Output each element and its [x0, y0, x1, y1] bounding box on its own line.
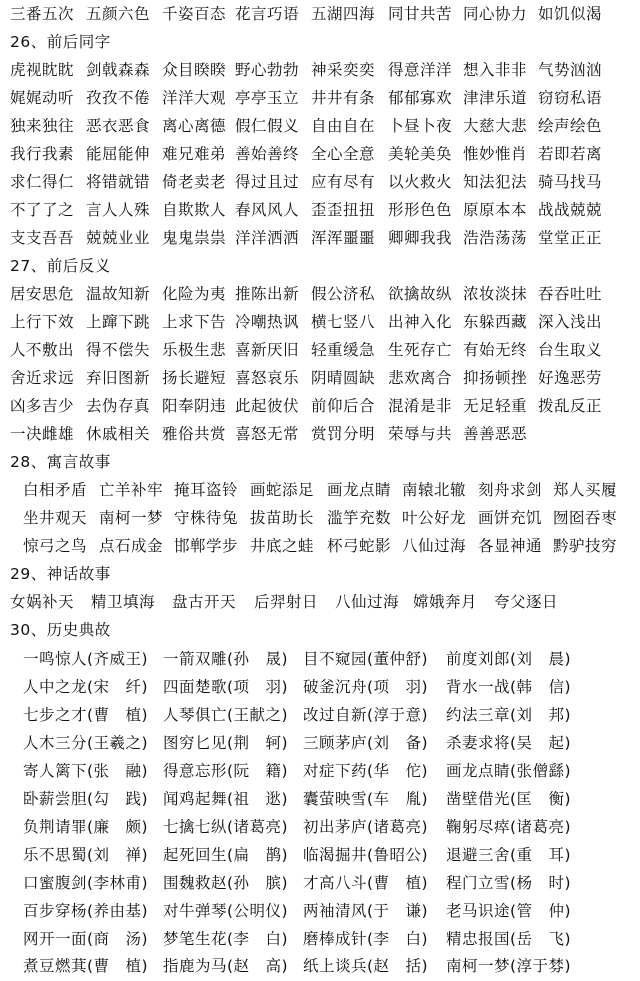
idiom-with-person: 老马识途(管 仲) [446, 902, 572, 920]
idiom-row [0, 869, 640, 897]
idiom-with-person: 指鹿为马(赵 高) [163, 957, 289, 975]
idiom-with-person: 乐不思蜀(刘 禅) [23, 846, 149, 864]
idiom-with-person: 对牛弹琴(公明仪) [163, 902, 289, 920]
idiom-with-person: 起死回生(扁 鹊) [163, 846, 289, 864]
idiom: 化险为夷 [162, 285, 227, 303]
idiom: 杯弓蛇影 [327, 537, 392, 555]
idiom: 郁郁寡欢 [388, 89, 453, 107]
idiom: 阴晴圆缺 [311, 369, 376, 387]
idiom: 生死存亡 [388, 341, 453, 359]
idiom: 惟妙惟肖 [463, 145, 528, 163]
idiom-row [0, 336, 640, 364]
idiom: 南辕北辙 [402, 481, 467, 499]
idiom-with-person: 图穷匕见(荆 轲) [163, 734, 289, 752]
idiom: 惊弓之鸟 [23, 537, 88, 555]
idiom: 掩耳盗铃 [174, 481, 239, 499]
idiom: 形形色色 [388, 201, 453, 219]
idiom: 精卫填海 [91, 593, 156, 611]
idiom: 骑马找马 [538, 173, 603, 191]
idiom: 应有尽有 [311, 173, 376, 191]
idiom: 轻重缓急 [311, 341, 376, 359]
idiom: 原原本本 [463, 201, 528, 219]
idiom: 全心全意 [311, 145, 376, 163]
section-heading [0, 560, 640, 588]
idiom: 假公济私 [311, 285, 376, 303]
idiom: 知法犯法 [463, 173, 528, 191]
idiom-row [0, 280, 640, 308]
idiom: 兢兢业业 [86, 229, 151, 247]
idiom: 邯郸学步 [174, 537, 239, 555]
idiom: 刻舟求剑 [478, 481, 543, 499]
idiom: 若即若离 [538, 145, 603, 163]
idiom: 滥竽充数 [327, 509, 392, 527]
idiom-row [0, 364, 640, 392]
idiom: 扬长避短 [162, 369, 227, 387]
idiom: 得不偿失 [86, 341, 151, 359]
idiom: 各显神通 [478, 537, 543, 555]
idiom-with-person: 网开一面(商 汤) [23, 930, 149, 948]
idiom-with-person: 退避三舍(重 耳) [446, 846, 572, 864]
idiom-with-person: 三顾茅庐(刘 备) [303, 734, 429, 752]
idiom-row [0, 532, 640, 560]
section-heading-text: 28、寓言故事 [10, 453, 111, 471]
idiom: 独来独往 [10, 117, 75, 135]
idiom: 台生取义 [538, 341, 603, 359]
idiom: 上蹿下跳 [86, 313, 151, 331]
idiom: 东躲西藏 [463, 313, 528, 331]
idiom-with-person: 人中之龙(宋 纤) [23, 678, 149, 696]
idiom: 八仙过海 [402, 537, 467, 555]
idiom-with-person: 精忠报国(岳 飞) [446, 930, 572, 948]
idiom-with-person: 临渴掘井(鲁昭公) [303, 846, 429, 864]
idiom: 阳奉阴违 [162, 397, 227, 415]
idiom-with-person: 四面楚歌(项 羽) [163, 678, 289, 696]
idiom-row [0, 56, 640, 84]
idiom: 赏罚分明 [311, 425, 376, 443]
idiom: 剑戟森森 [86, 61, 151, 79]
idiom: 倚老卖老 [162, 173, 227, 191]
idiom: 求仁得仁 [10, 173, 75, 191]
idiom: 离心离德 [162, 117, 227, 135]
section-heading-text: 29、神话故事 [10, 565, 111, 583]
idiom: 同心协力 [463, 5, 528, 23]
idiom: 出神入化 [388, 313, 453, 331]
idiom: 洋洋洒洒 [235, 229, 300, 247]
idiom-with-person: 人木三分(王羲之) [23, 734, 149, 752]
idiom: 上行下效 [10, 313, 75, 331]
idiom: 无足轻重 [463, 397, 528, 415]
idiom: 虎视眈眈 [10, 61, 75, 79]
idiom-with-person: 背水一战(韩 信) [446, 678, 572, 696]
idiom-with-person: 破釜沉舟(项 羽) [303, 678, 429, 696]
idiom: 喜怒无常 [235, 425, 300, 443]
idiom: 春风风人 [235, 201, 300, 219]
idiom: 混淆是非 [388, 397, 453, 415]
idiom: 洋洋大观 [162, 89, 227, 107]
idiom-row [0, 925, 640, 953]
idiom: 同甘共苦 [388, 5, 453, 23]
idiom: 盘古开天 [172, 593, 237, 611]
idiom: 自欺欺人 [162, 201, 227, 219]
idiom-with-person: 南柯一梦(淳于棼) [446, 957, 572, 975]
idiom-with-person: 梦笔生花(李 白) [163, 930, 289, 948]
idiom: 白相矛盾 [23, 481, 88, 499]
idiom: 我行我素 [10, 145, 75, 163]
idiom: 冷嘲热讽 [235, 313, 300, 331]
idiom: 以火救火 [388, 173, 453, 191]
idiom-row [0, 785, 640, 813]
idiom: 后羿射日 [254, 593, 319, 611]
idiom: 娓娓动听 [10, 89, 75, 107]
idiom: 千姿百态 [162, 5, 227, 23]
idiom: 浓妆淡抹 [463, 285, 528, 303]
idiom: 五湖四海 [311, 5, 376, 23]
idiom-with-person: 初出茅庐(诸葛亮) [303, 818, 429, 836]
idiom: 绘声绘色 [538, 117, 603, 135]
idiom: 推陈出新 [235, 285, 300, 303]
idiom-row [0, 673, 640, 701]
idiom: 孜孜不倦 [86, 89, 151, 107]
section-heading [0, 448, 640, 476]
idiom: 浩浩荡荡 [463, 229, 528, 247]
idiom: 假仁假义 [235, 117, 300, 135]
idiom-with-person: 一箭双雕(孙 晟) [163, 650, 289, 668]
idiom: 神采奕奕 [311, 61, 376, 79]
idiom: 坐井观天 [23, 509, 88, 527]
idiom: 人不敷出 [10, 341, 75, 359]
idiom: 囫囵吞枣 [553, 509, 618, 527]
idiom: 卜昼卜夜 [388, 117, 453, 135]
idiom-row [0, 168, 640, 196]
idiom-with-person: 磨棒成针(李 白) [303, 930, 429, 948]
idiom-row [0, 224, 640, 252]
idiom: 画饼充饥 [478, 509, 543, 527]
idiom-row [0, 897, 640, 925]
idiom-with-person: 约法三章(刘 邦) [446, 706, 572, 724]
idiom: 井底之蛙 [250, 537, 315, 555]
idiom: 凶多吉少 [10, 397, 75, 415]
idiom: 美轮美奂 [388, 145, 453, 163]
idiom-row [0, 841, 640, 869]
idiom-row [0, 701, 640, 729]
idiom: 井井有条 [311, 89, 376, 107]
idiom: 前仰后合 [311, 397, 376, 415]
idiom: 气势汹汹 [538, 61, 603, 79]
idiom-with-person: 杀妻求将(吴 起) [446, 734, 572, 752]
idiom: 悲欢离合 [388, 369, 453, 387]
idiom-with-person: 闻鸡起舞(祖 逖) [163, 790, 289, 808]
idiom-with-person: 负荆请罪(廉 颇) [23, 818, 149, 836]
idiom: 去伪存真 [86, 397, 151, 415]
idiom: 浑浑噩噩 [311, 229, 376, 247]
idiom-with-person: 囊萤映雪(车 胤) [303, 790, 429, 808]
idiom: 有始无终 [463, 341, 528, 359]
idiom: 得意洋洋 [388, 61, 453, 79]
idiom-row [0, 0, 640, 28]
idiom: 卿卿我我 [388, 229, 453, 247]
idiom-with-person: 围魏救赵(孙 膑) [163, 874, 289, 892]
idiom: 深入浅出 [538, 313, 603, 331]
idiom-with-person: 凿壁借光(匡 衡) [446, 790, 572, 808]
idiom: 夸父逐日 [494, 593, 559, 611]
section-heading [0, 616, 640, 644]
section-heading [0, 252, 640, 280]
idiom: 居安思危 [10, 285, 75, 303]
idiom: 荣辱与共 [388, 425, 453, 443]
idiom: 将错就错 [86, 173, 151, 191]
section-heading [0, 28, 640, 56]
idiom: 津津乐道 [463, 89, 528, 107]
idiom-row [0, 952, 640, 980]
section-heading-text: 30、历史典故 [10, 621, 111, 639]
idiom-row [0, 729, 640, 757]
idiom-with-person: 卧薪尝胆(勾 践) [23, 790, 149, 808]
idiom: 点石成金 [99, 537, 164, 555]
idiom: 一决雌雄 [10, 425, 75, 443]
idiom-with-person: 百步穿杨(养由基) [23, 902, 149, 920]
idiom: 喜新厌旧 [235, 341, 300, 359]
idiom-with-person: 七步之才(曹 植) [23, 706, 149, 724]
idiom-row [0, 504, 640, 532]
idiom-with-person: 程门立雪(杨 时) [446, 874, 572, 892]
idiom-with-person: 七擒七纵(诸葛亮) [163, 818, 289, 836]
idiom: 欲擒故纵 [388, 285, 453, 303]
idiom: 乐极生悲 [162, 341, 227, 359]
idiom-with-person: 对症下药(华 佗) [303, 762, 429, 780]
idiom-row [0, 476, 640, 504]
idiom: 叶公好龙 [402, 509, 467, 527]
idiom-with-person: 煮豆燃萁(曹 植) [23, 957, 149, 975]
idiom: 雅俗共赏 [162, 425, 227, 443]
idiom: 众目睽睽 [162, 61, 227, 79]
idiom: 五颜六色 [86, 5, 151, 23]
idiom: 想入非非 [463, 61, 528, 79]
idiom: 支支吾吾 [10, 229, 75, 247]
idiom-row [0, 196, 640, 224]
idiom-row [0, 308, 640, 336]
idiom: 上求下告 [162, 313, 227, 331]
idiom-row [0, 84, 640, 112]
idiom-row [0, 588, 640, 616]
idiom: 拔苗助长 [250, 509, 315, 527]
idiom: 画龙点睛 [327, 481, 392, 499]
idiom: 花言巧语 [235, 5, 300, 23]
idiom: 不了了之 [10, 201, 75, 219]
idiom: 亭亭玉立 [235, 89, 300, 107]
idiom: 画蛇添足 [250, 481, 315, 499]
idiom: 拨乱反正 [538, 397, 603, 415]
idiom: 如饥似渴 [538, 5, 603, 23]
idiom: 大慈大悲 [463, 117, 528, 135]
idiom-with-person: 画龙点睛(张僧繇) [446, 762, 572, 780]
idiom: 能屈能伸 [86, 145, 151, 163]
idiom-with-person: 改过自新(淳于意) [303, 706, 429, 724]
idiom: 八仙过海 [335, 593, 400, 611]
idiom: 舍近求远 [10, 369, 75, 387]
idiom: 吞吞吐吐 [538, 285, 603, 303]
idiom-with-person: 一鸣惊人(齐威王) [23, 650, 149, 668]
section-heading-text: 26、前后同字 [10, 33, 111, 51]
section-heading-text: 27、前后反义 [10, 257, 111, 275]
idiom: 横七竖八 [311, 313, 376, 331]
idiom: 自由自在 [311, 117, 376, 135]
idiom: 歪歪扭扭 [311, 201, 376, 219]
idiom-with-person: 鞠躬尽瘁(诸葛亮) [446, 818, 572, 836]
idiom: 抑扬顿挫 [463, 369, 528, 387]
idiom: 战战兢兢 [538, 201, 603, 219]
idiom-with-person: 两袖清风(于 谦) [303, 902, 429, 920]
idiom: 窃窃私语 [538, 89, 603, 107]
idiom-row [0, 140, 640, 168]
idiom-row [0, 645, 640, 673]
idiom: 此起彼伏 [235, 397, 300, 415]
idiom-with-person: 纸上谈兵(赵 括) [303, 957, 429, 975]
idiom: 好逸恶劳 [538, 369, 603, 387]
idiom-row [0, 813, 640, 841]
idiom: 野心勃勃 [235, 61, 300, 79]
idiom: 守株待兔 [174, 509, 239, 527]
idiom-with-person: 前度刘郎(刘 晨) [446, 650, 572, 668]
idiom-row [0, 420, 640, 448]
idiom-with-person: 人琴俱亡(王献之) [163, 706, 289, 724]
idiom: 嫦娥奔月 [413, 593, 478, 611]
idiom-with-person: 寄人篱下(张 融) [23, 762, 149, 780]
idiom: 堂堂正正 [538, 229, 603, 247]
idiom-row [0, 112, 640, 140]
idiom: 温故知新 [86, 285, 151, 303]
idiom-with-person: 才高八斗(曹 植) [303, 874, 429, 892]
idiom: 三番五次 [10, 5, 75, 23]
idiom: 黔驴技穷 [553, 537, 618, 555]
idiom: 南柯一梦 [99, 509, 164, 527]
idiom: 难兄难弟 [162, 145, 227, 163]
idiom-row [0, 392, 640, 420]
idiom: 弃旧图新 [86, 369, 151, 387]
idiom: 喜怒哀乐 [235, 369, 300, 387]
idiom: 善善恶恶 [463, 425, 528, 443]
idiom: 言人人殊 [86, 201, 151, 219]
idiom-row [0, 757, 640, 785]
idiom: 郑人买履 [553, 481, 618, 499]
idiom-with-person: 口蜜腹剑(李林甫) [23, 874, 149, 892]
idiom-with-person: 得意忘形(阮 籍) [163, 762, 289, 780]
idiom: 恶衣恶食 [86, 117, 151, 135]
idiom: 得过且过 [235, 173, 300, 191]
idiom: 休戚相关 [86, 425, 151, 443]
idiom: 善始善终 [235, 145, 300, 163]
idiom-with-person: 目不窥园(董仲舒) [303, 650, 429, 668]
idiom: 亡羊补牢 [99, 481, 164, 499]
idiom: 女娲补天 [10, 593, 75, 611]
idiom: 鬼鬼祟祟 [162, 229, 227, 247]
